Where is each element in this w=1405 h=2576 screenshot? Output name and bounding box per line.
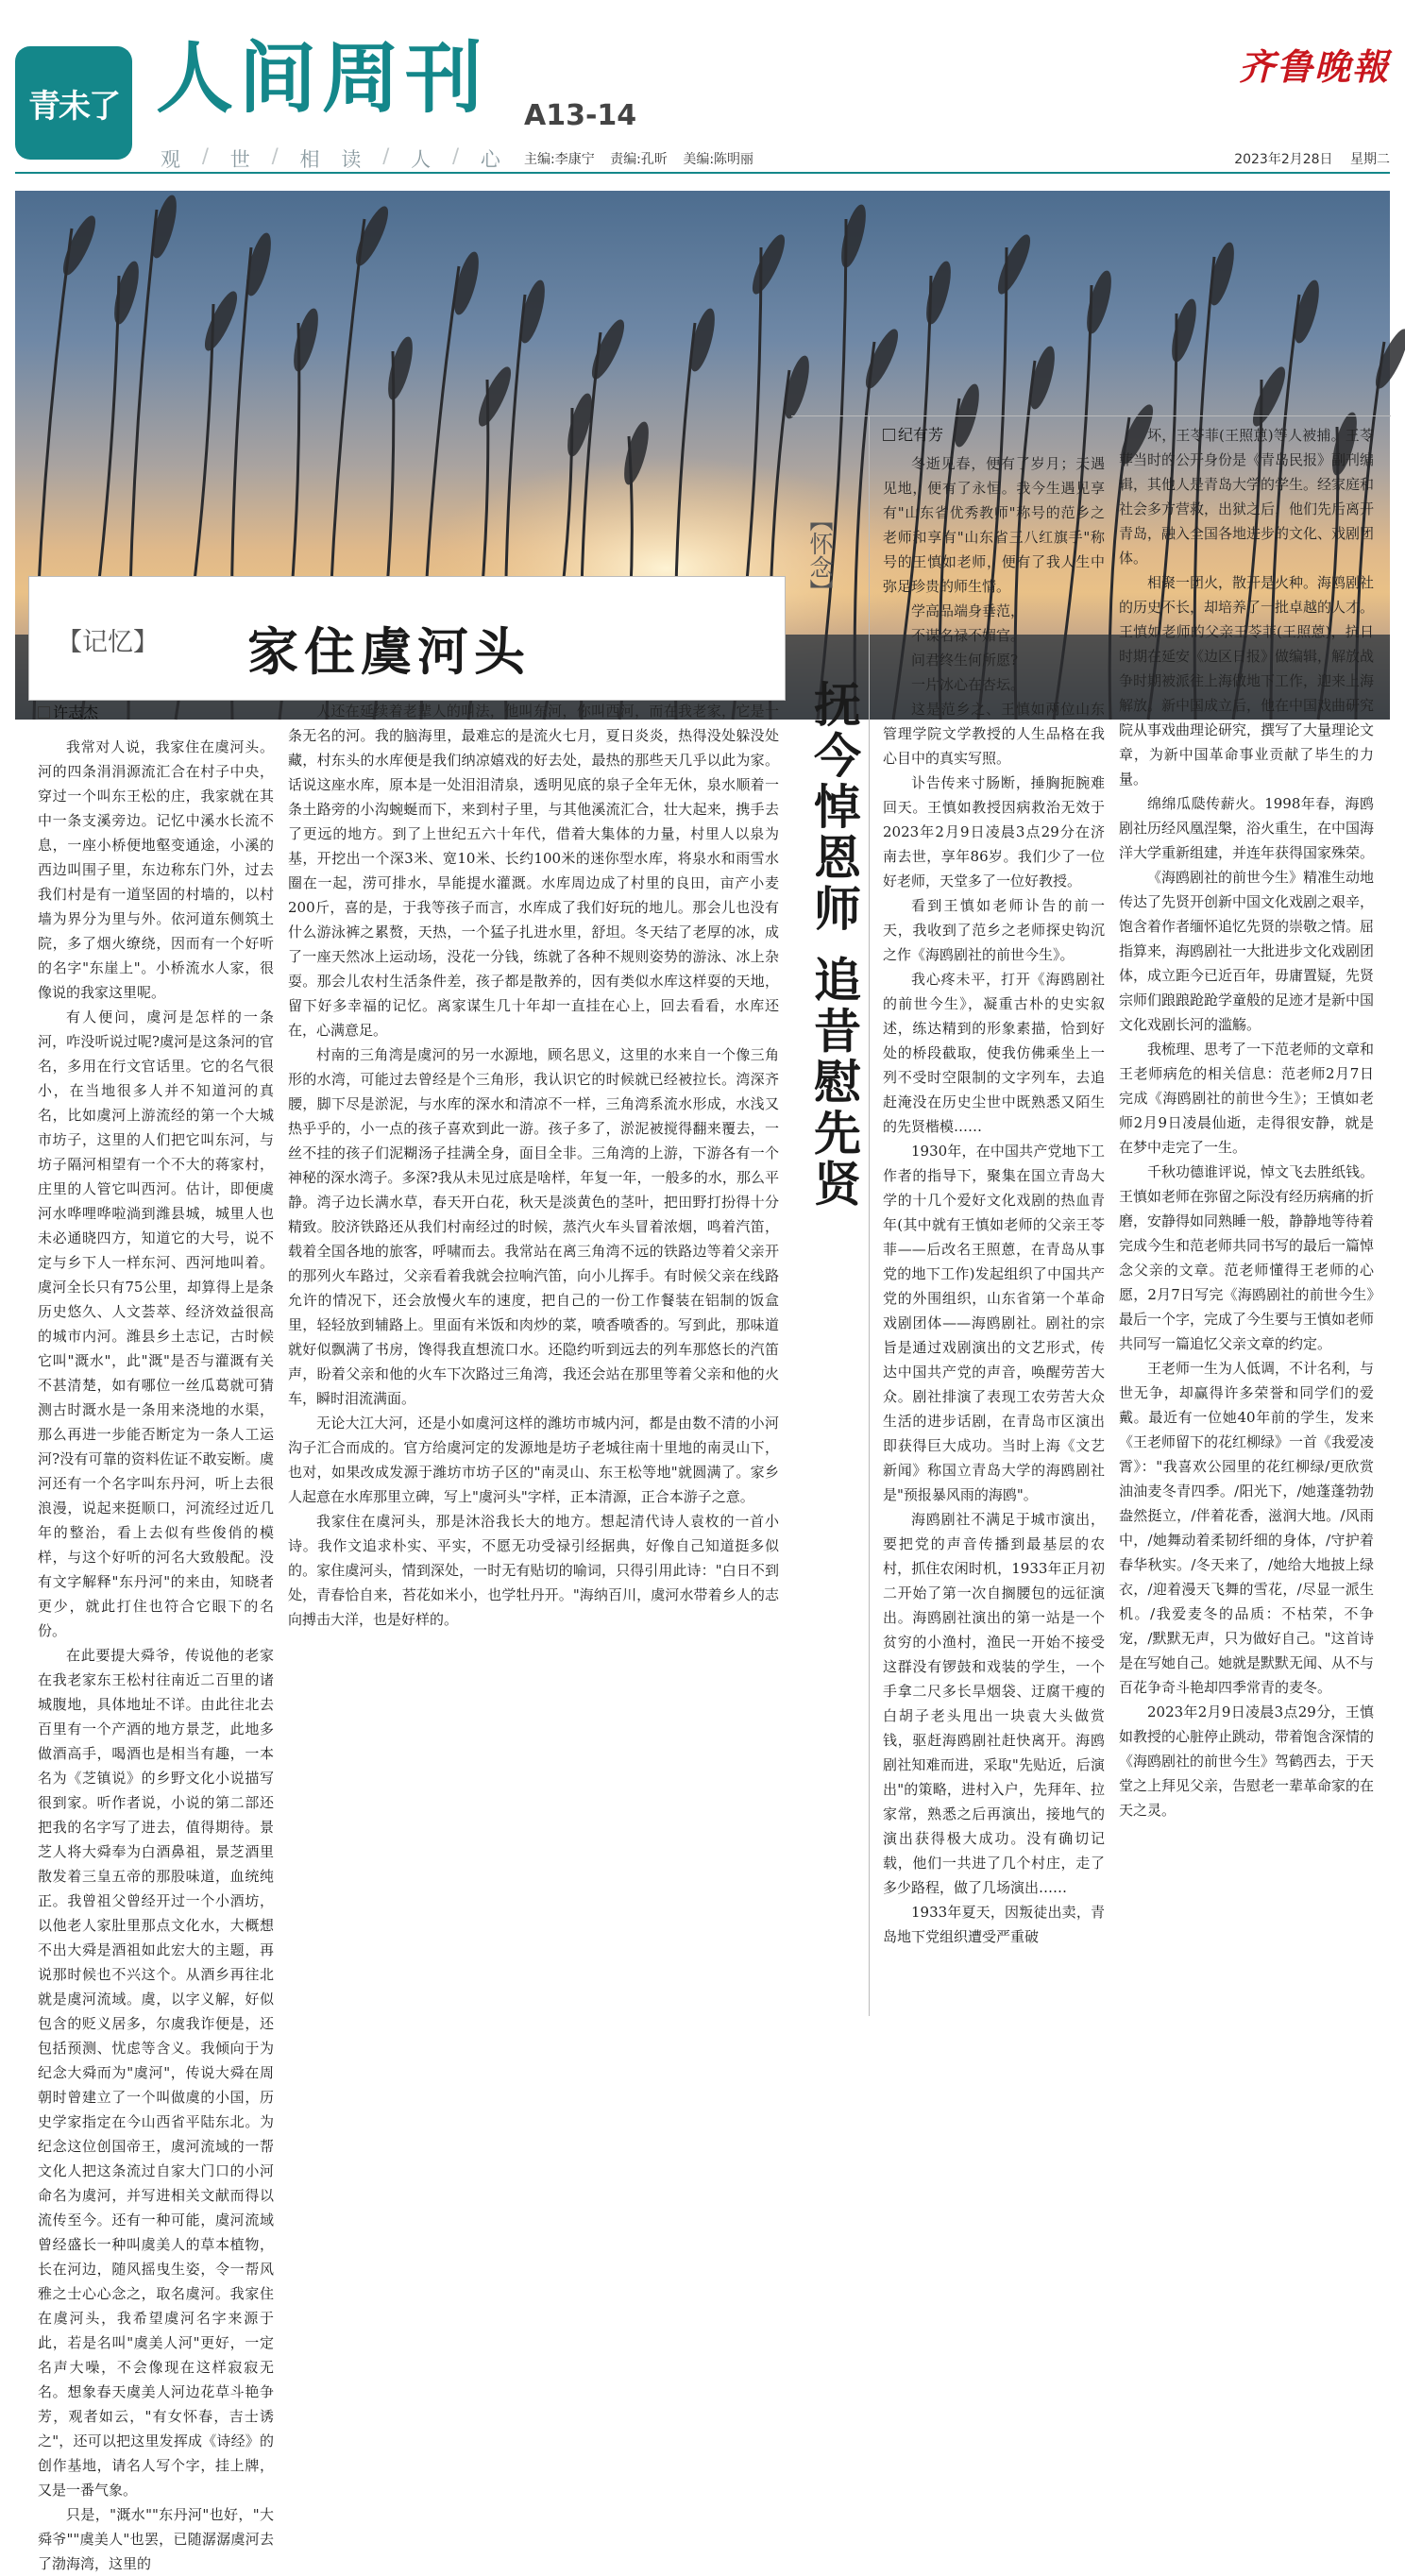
issue-date	[1221, 149, 1390, 168]
article-paragraph: 海鸥剧社不满足于城市演出，要把党的声音传播到最基层的农村，抓住农闲时机，1933年正月初二开始了第一次自搁腰包的远征演出。海鸥剧社演出的第一站是一个贫穷的小渔村，渔民一开始不接受这群没有锣鼓和戏装的学生，一个手拿二尺多长旱烟袋、迂腐干瘦的白胡子老头甩出一块袁大头做赏钱，驱赶海鸥剧社赶快离开。海鸥剧社知难而进，采取"先贴近，后演出"的策略，进村入户，先拜年、拉家常，熟悉之后再演出，接地气的演出获得极大成功。没有确切记载，他们一共进了几个村庄，走了多少路程，做了几场演出……	[883, 1511, 1105, 1896]
editor-credits	[524, 149, 765, 168]
art-editor-credit: 美编:陈明丽	[683, 152, 754, 167]
article-paragraph: 2023年2月9日凌晨3点29分，王慎如教授的心脏停止跳动，带着饱含深情的《海鸥剧社的前世今生》驾鹤西去，于天堂之上拜见父亲，告慰老一辈革命家的在天之灵。	[1119, 1703, 1375, 1819]
reed-plume	[110, 260, 144, 326]
reed-plume	[992, 231, 1035, 297]
reed-plume	[450, 250, 483, 316]
reed-plume	[384, 335, 417, 401]
article-paragraph: 1930年，在中国共产党地下工作者的指导下，聚集在国立青岛大学的十几个爱好文化戏剧的热血青年(其中就有王慎如老师的父亲王苓菲——后改名王照蒽，在青岛从事党的地下工作)发起组织了中国共产党的外围组织，山东省第一个革命戏剧团体——海鸥剧社。剧社的宗旨是通过戏剧演出的文艺形式，传达中国共产党的声音，唤醒劳苦大众。剧社排演了表现工农劳苦大众生活的进步话剧，在青岛市区演出即获得巨大成功。当时上海《文艺新闻》称国立青岛大学的海鸥剧社是"预报暴风雨的海鸥"。	[883, 1143, 1105, 1503]
reed-plume	[781, 354, 814, 420]
reed-plume	[586, 316, 629, 381]
reed-plume	[473, 364, 516, 429]
article-paragraph: 1933年夏天，因叛徒出卖，青岛地下党组织遭受严重破	[883, 1904, 1105, 1945]
article-paragraph: 我梳理、思考了一下范老师的文章和王老师病危的相关信息：范老师2月7日完成《海鸥剧社的前世今生》；王慎如老师2月9日凌晨仙逝，走得很安静，就是在梦中走完了一生。	[1119, 1041, 1375, 1156]
qingweiliao-logo: 青未了	[15, 46, 132, 160]
reed-plume	[350, 203, 393, 268]
reed-plume	[1206, 241, 1239, 307]
article-paragraph: 有人便问，虞河是怎样的一条河，咋没听说过呢?虞河是这条河的官名，多用在行文官话里。它的名气很小，在当地很多人并不知道河的真名，比如虞河上游流经的第一个大城市坊子，这里的人们把它叫东河，与坊子隔河相望有一个不大的蒋家村，庄里的人管它叫西河。估计，即便虞河水哗哩哗啦淌到潍县城，城里人也未必通晓四方，知道它的大号，说不定与乡下人一样东河、西河地叫着。虞河全长只有75公里，却算得上是条历史悠久、人文荟萃、经济效益很高的城市内河。潍县乡土志记，古时候它叫"溉水"，此"溉"是否与灌溉有关不甚清楚，如有哪位一丝瓜葛就可猜测古时溉水是一条用来浇地的水渠，那么再进一步能否断定为一条人工运河?没有可靠的资料佐证不敢妄断。虞河还有一个名字叫东丹河，听上去很浪漫，说起来挺顺口，河流经过近几年的整治，看上去似有些俊俏的模样，与这个好听的河名大致般配。没有文字解释"东丹河"的来由，知晓者更少，就此打住也符合它眼下的名份。	[38, 1008, 274, 1639]
reed-plume	[58, 212, 100, 278]
section-title: 人间周刊	[156, 33, 489, 124]
section-slogan: 观 / 世 / 相 读 / 人 / 心	[161, 144, 500, 171]
article-paragraph: 我常对人说，我家住在虞河头。河的四条涓涓源流汇合在村子中央，穿过一个叫东王松的庄，我家就在其中一条支溪旁边。记忆中溪水长流不息，一座小桥便地壑变通途，小溪的西边叫围子里，东边称东门外，过去我们村是有一道坚固的村墙的，以村墙为界分为里与外。依河道东侧筑土院，多了烟火缭绕，因而有一个好听的名字"东崖上"。小桥流水人家，很像说的我家这里呢。	[38, 738, 274, 1001]
reed-plume	[838, 203, 871, 269]
article-paragraph: 《海鸥剧社的前世今生》精准生动地传达了先贤开创新中国文化戏剧之艰辛，饱含着作者缅怀追忆先贤的崇敬之情。屈指算来，海鸥剧社一大批进步文化戏剧团体，成立距今已近百年，毋庸置疑，先贤宗师们踉踉跄跄学童般的足迹才是新中国文化戏剧长河的滥觞。	[1119, 869, 1375, 1033]
article2-title-line: 追昔慰先贤	[806, 955, 862, 1211]
article1-column-2	[288, 699, 779, 2054]
article2-top-rule	[791, 415, 1391, 416]
article2-title-divider	[869, 415, 870, 2016]
reed-plume	[747, 231, 789, 297]
newspaper-logo: 齐鲁晚報	[1238, 45, 1390, 88]
article1-title: 家住虞河头	[247, 621, 531, 682]
article-paragraph: 绵绵瓜瓞传薪火。1998年春，海鸥剧社历经风凰涅槃，浴火重生，在中国海洋大学重新组建，并连年获得国家殊荣。	[1119, 795, 1375, 861]
article-paragraph: 王老师一生为人低调，不计名利，与世无争，却赢得许多荣誉和同学们的爱戴。最近有一位她40年前的学生，发来《王老师留下的花红柳绿》一首《我爱凌霄》："我喜欢公园里的花红柳绿/更欣赏油油麦冬青四季。/阳光下，/她蓬蓬勃勃盎然挺立，/伴着花香，滋润大地。/风雨中，/她舞动着柔韧纤细的身体，/守护着春华秋实。/冬天来了，/她给大地披上绿衣，/迎着漫天飞舞的雪花，/尽显一派生机。/我爱麦冬的品质：不枯荣，不争宠，/默默无声，只为做好自己。"这首诗是在写她自己。她就是默默无闻、从不与百花争奇斗艳却四季常青的麦冬。	[1119, 1360, 1375, 1696]
article-paragraph: 问君终生何所愿?	[911, 652, 1019, 669]
reed-plume	[1291, 279, 1324, 345]
editor-credit: 主编:李康宁	[524, 152, 595, 167]
article2-column-2	[1119, 423, 1374, 2054]
reed-plume	[148, 194, 181, 260]
article2-tag: 【怀念】	[806, 508, 834, 602]
article-paragraph: 讣告传来寸肠断，捶胸扼腕难回天。王慎如教授因病救治无效于2023年2月9日凌晨3点29分在济南去世，享年86岁。我们少了一位好老师，天堂多了一位好教授。	[883, 774, 1105, 890]
article-paragraph: 相聚一团火，散开是火种。海鸥剧社的历史不长，却培养了一批卓越的人才。王慎如老师的父亲王苓菲(王照蒽)，抗日时期在延安《边区日报》做编辑，解放战争时期被派往上海做地下工作，迎来上海解放。新中国成立后，他在中国戏曲研究院从事戏曲理论研究，撰写了大量理论文章，为新中国革命事业贡献了毕生的力量。	[1119, 574, 1375, 788]
article-paragraph: 在此要提大舜爷，传说他的老家在我老家东王松村往南近二百里的诸城腹地，具体地址不详。由此往北去百里有一个产酒的地方景芝，此地多做酒高手，喝酒也是相当有趣，一本名为《芝镇说》的乡野文化小说描写很到家。听作者说，小说的第二部还把我的名字写了进去，值得期待。景芝人将大舜奉为白酒鼻祖，景芝酒里散发着三皇五帝的那股味道，血统纯正。我曾祖父曾经开过一个小酒坊，以他老人家肚里那点文化水，大概想不出大舜是酒祖如此宏大的主题，再说那时候也不兴这个。从酒乡再往北就是虞河流域。虞，以字义解，好似包含的贬义居多，尔虞我诈便是，还包括预测、忧虑等含义。我倾向于为纪念大舜而为"虞河"，传说大舜在周朝时曾建立了一个叫做虞的小国，历史学家指定在今山西省平陆东北。为纪念这位创国帝王，虞河流域的一帮文化人把这条流过自家大门口的小河命名为虞河，并写进相关文献而得以流传至今。还有一种可能，虞河流域曾经盛长一种叫虞美人的草本植物，长在河边，随风摇曳生姿，令一帮风雅之士心心念之，取名虞河。我家住在虞河头，我希望虞河名字来源于此，若是名叫"虞美人河"更好，一定名声大噪，不会像现在这样寂寂无名。想象春天虞美人河边花草斗艳争芳，观者如云，"有女怀春，吉士诱之"，还可以把这里发挥成《诗经》的创作基地，请名人写个字，挂上牌，又是一番气象。	[38, 1647, 274, 2499]
duty-editor-credit: 责编:孔昕	[610, 152, 668, 167]
reed-plume	[686, 307, 719, 373]
article-paragraph: 无论大江大河，还是小如虞河这样的潍坊市城内河，都是由数不清的小河沟子汇合而成的。官方给虞河定的发源地是坊子老城往南十里地的南灵山下，也对，如果改成发源于潍坊市坊子区的"南灵山、东王松等地"就圆满了。家乡人起意在水库那里立碑，写上"虞河头"字样，正本清源，正合本游子之意。	[288, 1415, 779, 1505]
reed-plume	[860, 326, 903, 391]
reed-plume	[923, 260, 956, 326]
article-paragraph: 坏，王苓菲(王照蒽)等人被捕。王苓菲当时的公开身份是《青岛民报》副刊编辑，其他人是青岛大学的学生。经家庭和社会多方营救，出狱之后，他们先后离开青岛，融入全国各地进步的文化、戏剧团体。	[1119, 427, 1375, 567]
article2-byline: 纪有芳	[883, 423, 943, 445]
article-paragraph: 我心疼未平，打开《海鸥剧社的前世今生》，凝重古朴的史实叙述，练达精到的形象素描，恰到好处的桥段截取，使我仿佛乘坐上一列不受时空限制的文字列车，去追赶淹没在历史尘世中既熟悉又陌生的先贤楷模……	[883, 971, 1105, 1135]
article-paragraph: 千秋功德谁评说，悼文飞去胜纸钱。王慎如老师在弥留之际没有经历病痛的折磨，安静得如同熟睡一般，静静地等待着完成今生和范老师共同书写的最后一篇悼念父亲的文章。范老师懂得王老师的心愿，2月7日写完《海鸥剧社的前世今生》最后一个字，完成了今生要与王慎如老师共同写一篇追忆父亲文章的约定。	[1119, 1163, 1375, 1352]
reed-plume	[1083, 269, 1116, 335]
article2-title	[801, 680, 867, 1210]
slogan-char: 心	[480, 148, 500, 171]
article2-column-1	[883, 451, 1105, 2054]
article-paragraph: 看到王慎如老师讣告的前一天，我收到了范乡之老师探史钩沉之作《海鸥剧社的前世今生》。	[883, 897, 1105, 963]
page-number: A13-14	[524, 99, 637, 132]
reed-plume	[1026, 345, 1059, 411]
slogan-char: 人	[411, 148, 432, 171]
reed-plume	[243, 231, 276, 297]
article-paragraph: 这是范乡之、王慎如两位山东管理学院文学教授的人生品格在我心目中的真实写照。	[883, 701, 1105, 767]
slogan-char: 世	[229, 148, 250, 171]
article-paragraph: 学高品端身垂范，	[911, 602, 1025, 619]
article-paragraph: 只是，"溉水""东丹河"也好，"大舜爷""虞美人"也罢，已随潺潺虞河去了渤海湾，这里的	[38, 2506, 274, 2572]
article2-title-line: 抚今悼恩师	[806, 680, 862, 935]
article-paragraph: 冬逝见春，便有了岁月；天遇见地，便有了永恒。我今生遇见享有"山东省优秀教师"称号的范乡之老师和享有"山东省三八红旗手"称号的王慎如老师，便有了我人生中弥足珍贵的师生情。	[883, 455, 1105, 595]
reed-plume	[1370, 326, 1405, 391]
article1-byline: 许志杰	[38, 701, 98, 722]
slogan-char: 读	[341, 148, 362, 171]
reed-plume	[199, 288, 242, 353]
date-text: 2023年2月28日	[1234, 152, 1333, 167]
article-paragraph: 人还在延续着老辈人的叫法，他叫东河，你叫西河，而在我老家，它是一条无名的河。我的脑海里，最难忘的是流火七月，夏日炎炎，热得没处躲没处藏，村东头的水库便是我们纳凉嬉戏的好去处，最热的那些天几乎以此为家。话说这座水库，原本是一处泪泪清泉，透明见底的泉子全年无休，泉水顺着一条土路旁的小沟蜿蜒而下，来到村子里，与其他溪流汇合，壮大起来，携手去了更远的地方。到了上世纪五六十年代，借着大集体的力量，村里人以泉为基，开挖出一个深3米、宽10米、长约100米的迷你型水库，将泉水和雨雪水圈在一起，涝可排水，旱能提水灌溉。水库周边成了村里的良田，亩产小麦200斤，喜的是，于我等孩子而言，水库成了我们好玩的地儿。那会儿也没有什么游泳裤之累赘，天热，一个猛子扎进水里，舒坦。冬天结了老厚的冰，成了一座天然冰上运动场，没花一分钱，练就了各种不规则姿势的游泳、冰上杂耍。那会儿农村生活条件差，孩子都是散养的，因有类似水库这样耍的天地，留下好多幸福的记忆。离家谋生几十年却一直挂在心上，回去看看，水库还在，心满意足。	[288, 703, 779, 1039]
article-paragraph: 我家住在虞河头，那是沐浴我长大的地方。想起清代诗人袁枚的一首小诗。我作文追求朴实、平实，不愿无功受禄引经据典，好像自己知道挺多似的。家住虞河头，情到深处，一时无有贴切的喻词，只得引用此诗："白日不到处，青春恰自来，苔花如米小，也学牡丹开。"海纳百川，虞河水带着乡人的志向搏击大洋，也是好样的。	[288, 1513, 779, 1628]
article1-column-1	[38, 735, 274, 2572]
header-rule	[15, 172, 1390, 174]
slogan-char: 相	[299, 148, 320, 171]
reed-plume	[290, 307, 323, 373]
article-paragraph: 一片冰心在杏坛。	[911, 676, 1025, 693]
weekday-text: 星期二	[1350, 152, 1390, 167]
article-paragraph: 村南的三角湾是虞河的另一水源地，顾名思义，这里的水来自一个像三角形的水湾，可能过去曾经是个三角形，我认识它的时候就已经被拉长。湾深齐腰，脚下尽是淤泥，与水库的深水和清凉不一样，三角湾系流水形成，水浅又热乎乎的，小一点的孩子喜欢到此一游。孩子多了，淤泥被搅得翻来覆去，一丝不挂的孩子们泥糊汤子挂满全身，面目全非。三角湾的上游，下游各有一个神秘的深水湾子。多深?我从未见过底是啥样，年复一年，一般多的水，那么平静。湾子边长满水草，春天开白花，秋天是淡黄色的茎叶，把田野打扮得十分精致。胶济铁路还从我们村南经过的时候，蒸汽火车头冒着浓烟，鸣着汽笛，载着全国各地的旅客，呼啸而去。我常站在离三角湾不远的铁路边等着父亲开的那列火车路过，父亲看着我就会拉响汽笛，向小儿挥手。有时候父亲在线路允许的情况下，还会放慢火车的速度，把自己的一份工作餐装在铝制的饭盒里，轻轻放到辅路上。里面有米饭和肉炒的菜，喷香喷香的。写到此，那味道就好似飘满了书房，馋得我直想流口水。还隐约听到远去的列车那悠长的汽笛声，盼着父亲和他的火车下次路过三角湾，我还会站在那里等着父亲和他的火车，瞬时泪流满面。	[288, 1046, 779, 1407]
slogan-char: 观	[161, 148, 180, 171]
reed-plume	[1168, 297, 1201, 364]
article-paragraph: 不谋名禄不媚官。	[911, 627, 1025, 644]
reed-plume	[516, 279, 550, 345]
article1-tag: 【记忆】	[57, 628, 159, 657]
